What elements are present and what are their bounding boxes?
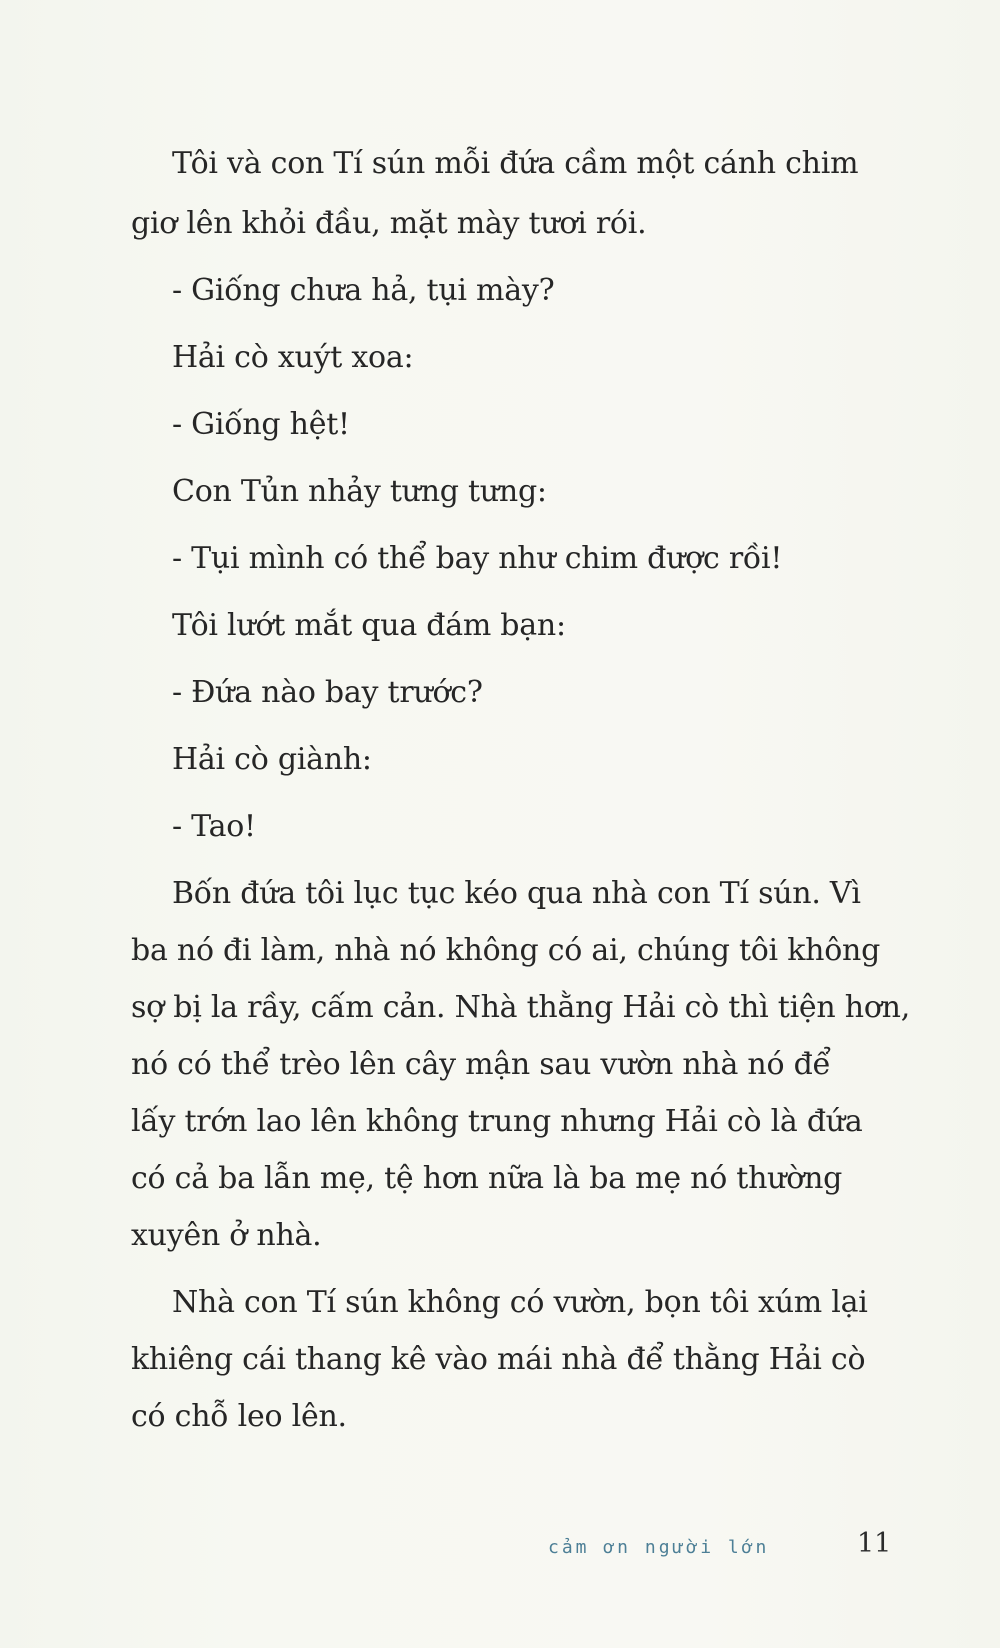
text-line: - Tụi mình có thể bay như chim được rồi! xyxy=(172,541,783,576)
text-line: - Giống hệt! xyxy=(172,407,350,442)
text-line: - Đứa nào bay trước? xyxy=(172,675,483,710)
text-line: lấy trớn lao lên không trung nhưng Hải cò là đứa xyxy=(131,1104,863,1139)
text-line: giơ lên khỏi đầu, mặt mày tươi rói. xyxy=(131,206,647,241)
text-line: Bốn đứa tôi lục tục kéo qua nhà con Tí sún. Vì xyxy=(172,876,861,911)
text-line: Tôi và con Tí sún mỗi đứa cầm một cánh chim xyxy=(172,146,859,181)
text-line: ba nó đi làm, nhà nó không có ai, chúng tôi không xyxy=(131,933,881,968)
text-line: Tôi lướt mắt qua đám bạn: xyxy=(172,608,566,643)
page-number: 11 xyxy=(857,1528,892,1559)
text-line: Hải cò xuýt xoa: xyxy=(172,340,414,375)
text-line: khiêng cái thang kê vào mái nhà để thằng Hải cò xyxy=(131,1342,866,1377)
text-line: - Giống chưa hả, tụi mày? xyxy=(172,273,555,308)
running-footer-title: cảm ơn người lớn xyxy=(548,1537,770,1558)
text-line: Nhà con Tí sún không có vườn, bọn tôi xúm lại xyxy=(172,1285,868,1320)
text-line: có cả ba lẫn mẹ, tệ hơn nữa là ba mẹ nó thường xyxy=(131,1161,843,1196)
text-line: xuyên ở nhà. xyxy=(131,1218,322,1253)
text-line: nó có thể trèo lên cây mận sau vườn nhà nó để xyxy=(131,1047,831,1082)
text-line: có chỗ leo lên. xyxy=(131,1399,347,1434)
text-line: - Tao! xyxy=(172,809,256,844)
text-line: Con Tủn nhảy tưng tưng: xyxy=(172,474,547,509)
text-line: sợ bị la rầy, cấm cản. Nhà thằng Hải cò thì tiện hơn, xyxy=(131,990,911,1025)
text-line: Hải cò giành: xyxy=(172,742,372,777)
